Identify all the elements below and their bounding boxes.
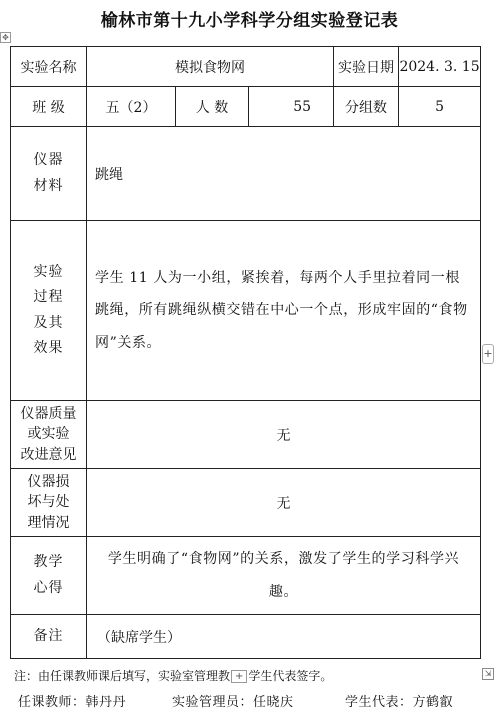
- table-move-handle-icon[interactable]: ✥: [0, 32, 11, 43]
- process-label-line: 实验: [33, 264, 64, 281]
- table-resize-icon[interactable]: ⇲: [482, 668, 494, 680]
- form-title: 榆林市第十九小学科学分组实验登记表: [100, 11, 399, 31]
- row-damage: [11, 469, 481, 537]
- insert-row-icon[interactable]: +: [231, 670, 247, 683]
- row-process: [11, 221, 481, 401]
- damage-label-line: 理情况: [27, 514, 70, 531]
- process-value: 学生 11 人为一小组，紧挨着，每两个人手里拉着同一根跳绳，所有跳绳纵横交错在中心一个点，形成牢固的“食物网”关系。: [95, 270, 468, 351]
- teaching-cell[interactable]: [87, 537, 481, 615]
- teaching-label-line: 心得: [33, 579, 64, 596]
- damage-value[interactable]: 无: [87, 469, 481, 537]
- damage-label: [11, 469, 87, 537]
- materials-value[interactable]: 跳绳: [87, 127, 481, 221]
- process-label-line: 过程: [33, 289, 64, 306]
- people-label: 人 数: [176, 87, 249, 127]
- teaching-value: 学生明确了“食物网”的关系，激发了学生的学习科学兴趣。: [107, 551, 460, 600]
- class-label: 班 级: [11, 87, 87, 127]
- row-quality: [11, 401, 481, 469]
- quality-label: [11, 401, 87, 469]
- experiment-name-value[interactable]: 模拟食物网: [87, 47, 334, 87]
- groups-value[interactable]: 5: [399, 87, 481, 127]
- groups-label: 分组数: [334, 87, 399, 127]
- registration-table: [10, 46, 481, 659]
- quality-label-line: 仪器质量: [20, 406, 77, 423]
- footnote-text-start: 注：由任课教师课后填写，实验室管理教: [14, 669, 231, 683]
- materials-label-line: 仪器: [33, 152, 64, 169]
- row-remarks: [11, 615, 481, 659]
- quality-value[interactable]: 无: [87, 401, 481, 469]
- teaching-label: [11, 537, 87, 615]
- process-label: [11, 221, 87, 401]
- teaching-label-line: 教学: [33, 554, 64, 571]
- student-signature: 学生代表：方鹤叡: [345, 695, 454, 710]
- process-cell[interactable]: [87, 221, 481, 401]
- footnote: [14, 667, 332, 684]
- row-materials: [11, 127, 481, 221]
- manager-signature: 实验管理员：任晓庆: [172, 695, 294, 710]
- materials-label: [11, 127, 87, 221]
- class-value[interactable]: 五（2）: [87, 87, 176, 127]
- damage-label-line: 仪器损: [27, 474, 70, 491]
- row-experiment-name: [11, 47, 481, 87]
- remarks-label: 备注: [11, 615, 87, 659]
- experiment-date-value[interactable]: 2024. 3. 15: [399, 47, 481, 87]
- row-teaching: [11, 537, 481, 615]
- materials-label-line: 材料: [33, 177, 64, 194]
- add-column-icon[interactable]: +: [482, 344, 494, 364]
- quality-label-line: 改进意见: [20, 446, 77, 463]
- remarks-value[interactable]: （缺席学生）: [87, 615, 481, 659]
- people-value[interactable]: 55: [249, 87, 334, 127]
- row-class-info: [11, 87, 481, 127]
- experiment-date-label: 实验日期: [334, 47, 399, 87]
- quality-label-line: 或实验: [27, 426, 70, 443]
- footnote-text-end: 学生代表签字。: [248, 669, 333, 683]
- experiment-name-label: 实验名称: [11, 47, 87, 87]
- process-label-line: 效果: [33, 339, 64, 356]
- teacher-signature: 任课教师：韩丹丹: [18, 695, 127, 710]
- damage-label-line: 坏与处: [27, 494, 70, 511]
- process-label-line: 及其: [33, 314, 64, 331]
